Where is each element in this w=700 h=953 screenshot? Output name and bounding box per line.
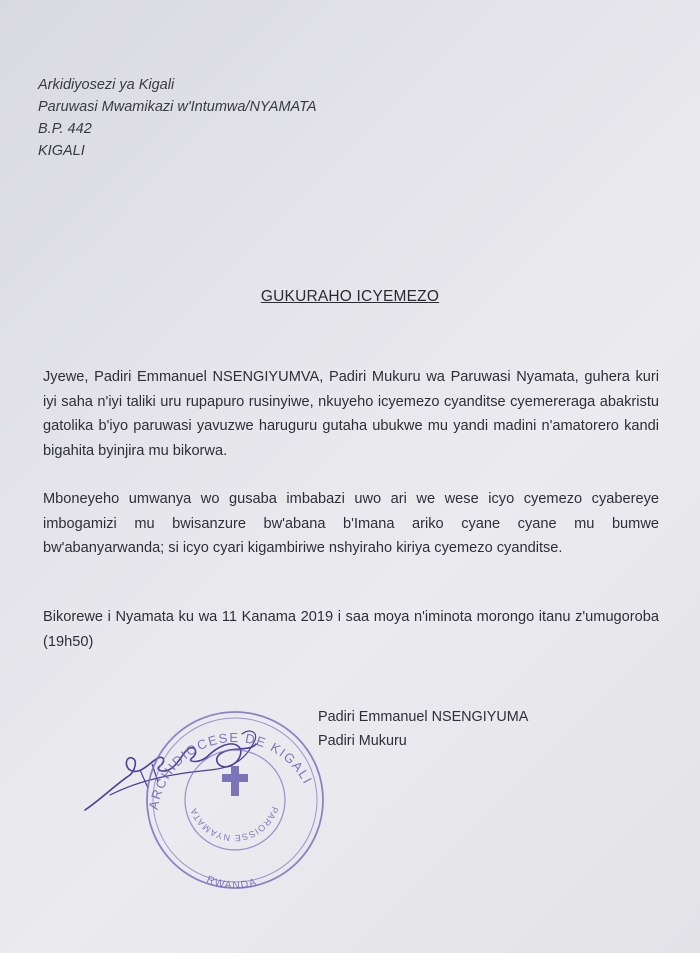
stamp-outer-text: ARCHIDIOCESE DE KIGALI <box>145 729 316 811</box>
letterhead-parish: Paruwasi Mwamikazi w'Intumwa/NYAMATA <box>38 99 317 115</box>
signatory-name: Padiri Emmanuel NSENGIYUMA <box>318 709 529 725</box>
stamp-and-signature <box>80 700 380 900</box>
letterhead-archdiocese: Arkidiyosezi ya Kigali <box>38 77 175 93</box>
stamp-inner-text: PAROISSE NYAMATA <box>188 805 281 844</box>
parish-seal-icon <box>80 700 380 900</box>
document-title: GUKURAHO ICYEMEZO <box>260 288 440 305</box>
letterhead <box>38 74 317 162</box>
letterhead-po-box: B.P. 442 <box>38 121 92 137</box>
paragraph-apology: Mboneyeho umwanya wo gusaba imbabazi uwo ari we wese icyo cyemezo cyabereye imbogamizi mu bwisanzure bw'abana b'Imana ariko cyane cyane mu bumwe bw'abanyarwanda; si icyo cyari kigambiriwe nshyiraho kiriya cyemezo cyanditse. <box>43 491 659 556</box>
signatory-role: Padiri Mukuru <box>318 733 407 749</box>
stamp-bottom-text: RWANDA <box>204 873 259 892</box>
letterhead-city: KIGALI <box>38 143 85 159</box>
paragraph-date-place: Bikorewe i Nyamata ku wa 11 Kanama 2019 i saa moya n'iminota morongo itanu z'umugoroba (19h50) <box>43 609 659 650</box>
paragraph-revocation: Jyewe, Padiri Emmanuel NSENGIYUMVA, Padiri Mukuru wa Paruwasi Nyamata, guhera kuri iyi saha n'iyi taliki uru rupapuro rusinyiwe, nkuyeho icyemezo cyanditse cyemereraga abakristu gatolika b'iyo paruwasi yavuzwe haruguru gutaha ubukwe mu yandi madini n'amatorero kandi bigahita byinjira mu bikorwa. <box>43 369 659 459</box>
